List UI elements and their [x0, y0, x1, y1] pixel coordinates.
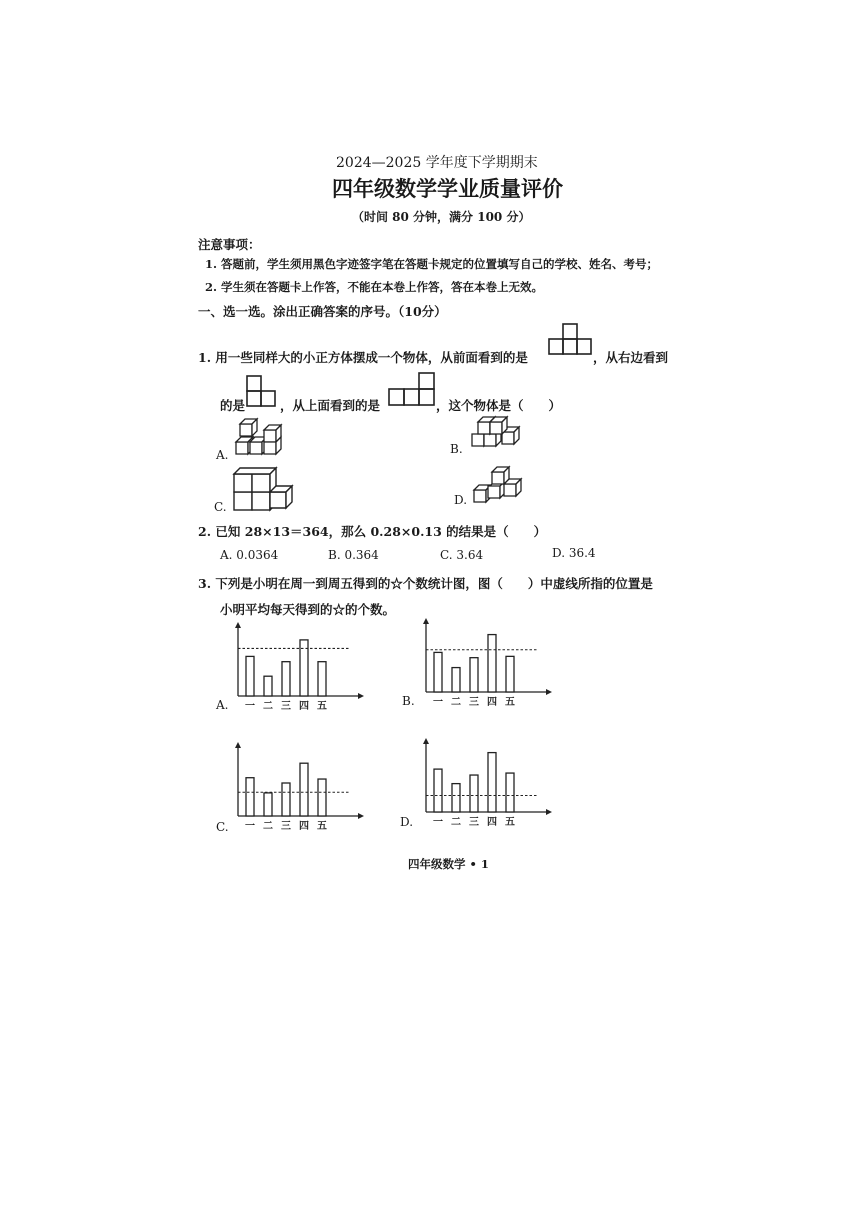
q1-option-b-label: B.: [450, 442, 463, 456]
top-view-figure: [388, 372, 436, 406]
bar-一: [434, 652, 442, 692]
q3-chart-a: [226, 622, 366, 712]
x-axis-arrow: [546, 809, 552, 815]
bar-五: [318, 779, 326, 816]
x-tick-label: 二: [451, 697, 461, 708]
bar-二: [452, 668, 460, 692]
q1-text-part2: ，从右边看到: [593, 350, 669, 365]
bar-三: [470, 658, 478, 692]
bar-一: [246, 778, 254, 816]
bar-五: [506, 656, 514, 692]
q1-option-d-label: D.: [454, 493, 468, 507]
front-view-figure: [548, 323, 593, 355]
x-tick-label: 四: [487, 697, 497, 708]
q1-option-a-cubes-figure: [232, 414, 282, 460]
x-tick-label: 四: [299, 701, 309, 712]
bar-四: [300, 763, 308, 816]
q1-text-part5: ，这个物体是（ ）: [436, 398, 562, 413]
x-tick-label: 二: [451, 817, 461, 828]
q2-option-d: D. 36.4: [552, 546, 596, 560]
y-axis-arrow: [423, 618, 429, 624]
q3-option-b-label: B.: [402, 694, 415, 708]
q3-text-line2: 小明平均每天得到的☆的个数。: [220, 602, 396, 617]
q1-option-b-cubes-figure: [468, 410, 524, 450]
x-tick-label: 三: [469, 817, 479, 828]
bar-三: [282, 783, 290, 816]
q2-option-b: B. 0.364: [328, 548, 379, 562]
bar-二: [264, 793, 272, 816]
q3-chart-b: [414, 618, 554, 710]
y-axis-arrow: [235, 742, 241, 748]
x-tick-label: 三: [281, 701, 291, 712]
x-tick-label: 一: [245, 701, 255, 712]
section-1-title: 一、选一选。涂出正确答案的序号。（10分）: [198, 304, 447, 319]
x-tick-label: 二: [263, 821, 273, 832]
y-axis-arrow: [423, 738, 429, 744]
notice-item-2: 2. 学生须在答题卡上作答，不能在本卷上作答，答在本卷上无效。: [205, 280, 544, 294]
right-view-figure: [246, 375, 278, 407]
x-tick-label: 五: [505, 697, 515, 708]
notice-item-1: 1. 答题前，学生须用黑色字迹签字笔在答题卡规定的位置填写自己的学校、姓名、考号；: [205, 257, 659, 271]
x-axis-arrow: [546, 689, 552, 695]
bar-一: [246, 656, 254, 696]
bar-一: [434, 769, 442, 812]
q1-option-a-label: A.: [216, 448, 229, 462]
bar-三: [282, 662, 290, 696]
q3-option-d-label: D.: [400, 815, 414, 829]
q1-text-part4: ，从上面看到的是: [280, 398, 381, 413]
bar-五: [318, 662, 326, 696]
x-axis-arrow: [358, 813, 364, 819]
bar-五: [506, 773, 514, 812]
q3-option-a-label: A.: [216, 698, 229, 712]
bar-二: [264, 676, 272, 696]
q2-option-c: C. 3.64: [440, 548, 484, 562]
x-tick-label: 一: [245, 821, 255, 832]
x-tick-label: 五: [317, 701, 327, 712]
x-tick-label: 四: [299, 821, 309, 832]
exam-main-title: 四年级数学学业质量评价: [332, 176, 563, 201]
x-axis-arrow: [358, 693, 364, 699]
bar-四: [488, 635, 496, 692]
x-tick-label: 二: [263, 701, 273, 712]
q3-chart-c: [226, 742, 366, 834]
x-tick-label: 三: [469, 697, 479, 708]
x-tick-label: 三: [281, 821, 291, 832]
page-footer-label: 四年级数学 • 1: [408, 857, 489, 871]
x-tick-label: 一: [433, 697, 443, 708]
x-tick-label: 一: [433, 817, 443, 828]
q3-text-line1: 3. 下列是小明在周一到周五得到的☆个数统计图，图（ ）中虚线所指的位置是: [198, 576, 653, 591]
q1-option-d-cubes-figure: [470, 462, 526, 506]
x-tick-label: 四: [487, 817, 497, 828]
x-tick-label: 五: [505, 817, 515, 828]
x-tick-label: 五: [317, 821, 327, 832]
bar-二: [452, 784, 460, 812]
q1-text-part3: 的是: [220, 398, 246, 413]
q2-option-a: A. 0.0364: [220, 548, 279, 562]
notice-title: 注意事项：: [198, 237, 261, 252]
y-axis-arrow: [235, 622, 241, 628]
q1-option-c-label: C.: [214, 500, 227, 514]
bar-四: [488, 753, 496, 812]
q1-text-part1: 1. 用一些同样大的小正方体摆成一个物体，从前面看到的是: [198, 350, 528, 365]
q1-option-c-cubes-figure: [230, 466, 298, 514]
q3-chart-d: [414, 738, 554, 830]
exam-year-title: 2024—2025 学年度下学期期末: [336, 155, 538, 171]
q3-option-c-label: C.: [216, 820, 229, 834]
q2-text: 2. 已知 28×13＝364，那么 0.28×0.13 的结果是（ ）: [198, 524, 547, 539]
bar-三: [470, 775, 478, 812]
exam-time-info: （时间 80 分钟，满分 100 分）: [352, 210, 531, 224]
